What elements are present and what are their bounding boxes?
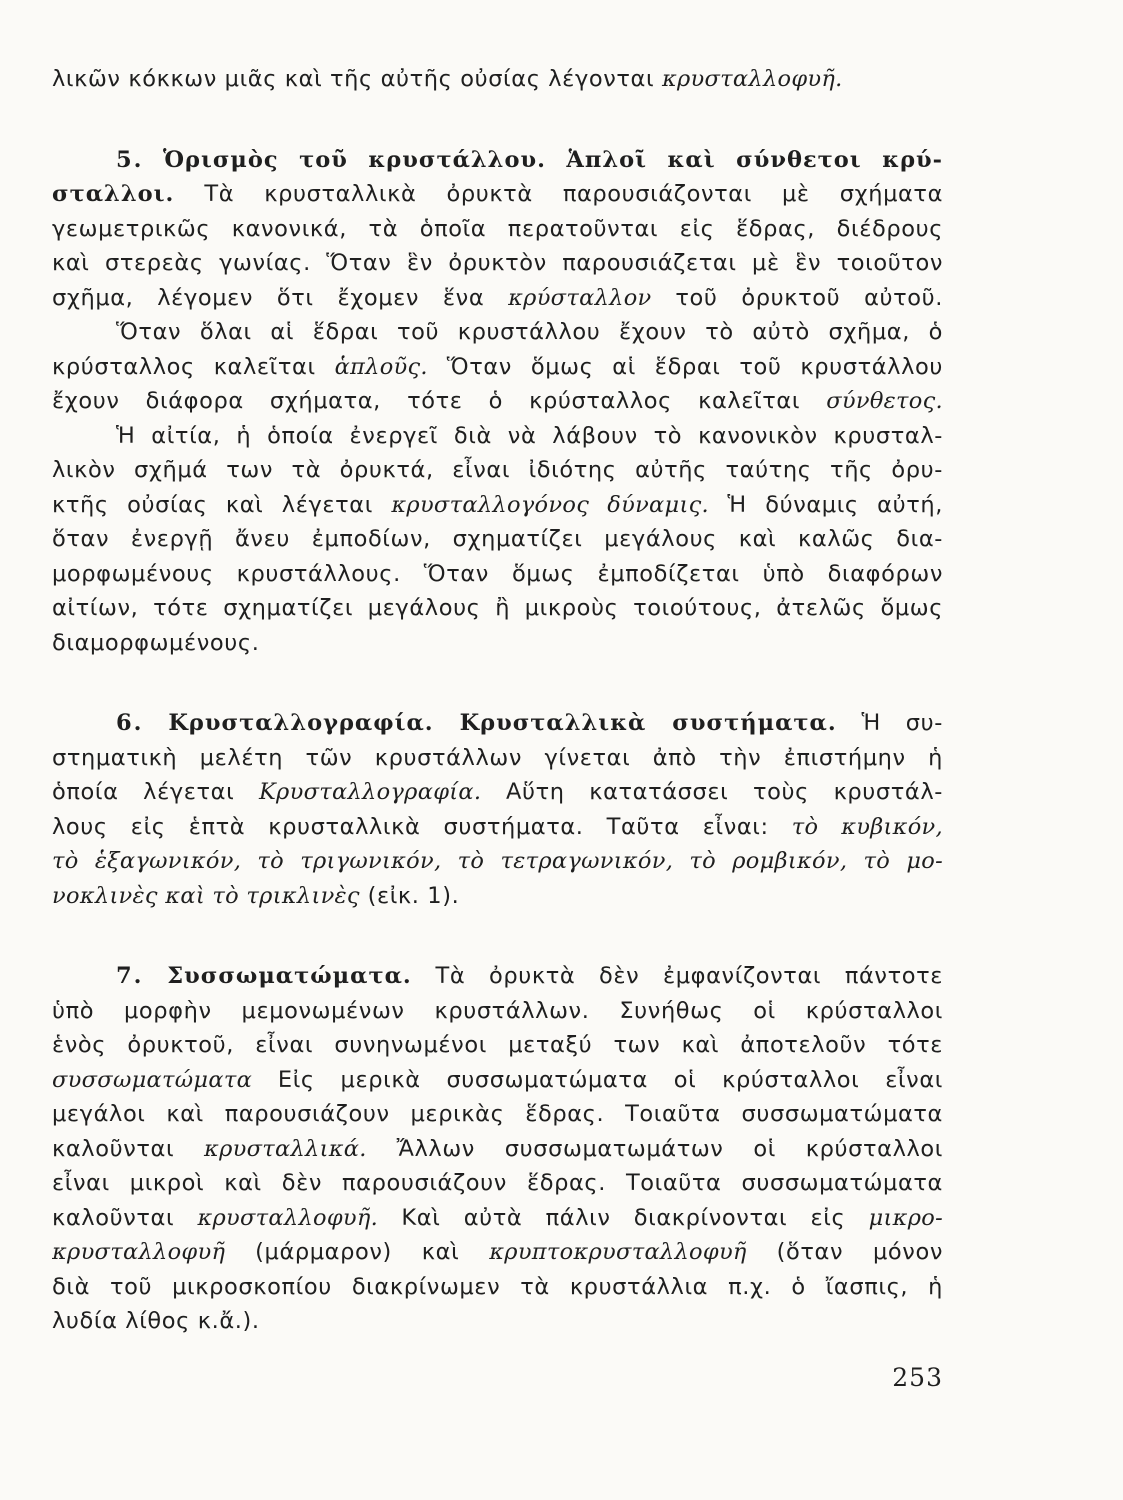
text-run: κτῆς οὐσίας καὶ λέγεται — [52, 491, 392, 518]
text-line — [52, 1132, 943, 1167]
section-heading-line — [52, 706, 943, 741]
text-run: Ἡ συ- — [836, 710, 943, 736]
text-run: καλοῦνται — [52, 1204, 198, 1231]
text-line — [52, 177, 943, 212]
text-line: ὅταν ἐνεργῇ ἄνευ ἐμποδίων, σχηματίζει μεγάλους καὶ καλῶς δια- — [52, 526, 943, 552]
text-line: στηματικὴ μελέτη τῶν κρυστάλλων γίνεται ἀπὸ τὴν ἐπιστήμην ἡ — [52, 744, 943, 771]
section-title: Ὁρισμὸς τοῦ κρυστάλλου. Ἁπλοῖ καὶ σύνθετοι κρύ- — [162, 146, 943, 173]
section-number: 6. — [116, 710, 144, 736]
section-heading-line — [52, 143, 943, 178]
section-5 — [52, 143, 943, 661]
text-run: Εἰς μερικὰ συσσωματώματα οἱ κρύσταλλοι εἶναι — [252, 1066, 943, 1093]
italic-term: συσσωματώματα — [52, 1066, 253, 1093]
section-number: 7. — [116, 963, 144, 989]
text-run: Αὕτη κατατάσσει τοὺς κρυστάλ- — [481, 779, 943, 805]
text-line — [52, 775, 943, 810]
page-number: 253 — [892, 1363, 943, 1392]
text-line: ὑπὸ μορφὴν μεμονωμένων κρυστάλλων. Συνήθως οἱ κρύσταλλοι — [52, 997, 943, 1024]
text-run: Ὅταν ὅμως αἱ ἕδραι τοῦ κρυστάλλου — [427, 353, 943, 380]
italic-term: κρυσταλλοφυῆ. — [661, 66, 843, 92]
text-line — [52, 350, 943, 385]
text-line: αἰτίων, τότε σχηματίζει μεγάλους ἢ μικροὺς τοιούτους, ἀτελῶς ὅμως — [52, 595, 943, 621]
text-run: σχῆμα, λέγομεν ὅτι ἔχομεν ἕνα — [52, 284, 509, 311]
italic-term: κρυσταλλογόνος δύναμις. — [391, 491, 709, 518]
text-line: εἶναι μικροὶ καὶ δὲν παρουσιάζουν ἕδρας. Τοιαῦτα συσσωματώματα — [52, 1170, 943, 1196]
section-7 — [52, 959, 943, 1339]
text-line: Ὅταν ὅλαι αἱ ἕδραι τοῦ κρυστάλλου ἔχουν τὸ αὐτὸ σχῆμα, ὁ — [116, 319, 943, 345]
text-line — [52, 62, 943, 97]
text-line: διὰ τοῦ μικροσκοπίου διακρίνωμεν τὰ κρυστάλλια π.χ. ὁ ἴασπις, ἡ — [52, 1273, 943, 1300]
text-line: Ἡ αἰτία, ἡ ὁποία ἐνεργεῖ διὰ νὰ λάβουν τὸ κανονικὸν κρυσταλ- — [116, 422, 943, 449]
italic-term: τὸ ἑξαγωνικόν, τὸ τριγωνικόν, τὸ τετραγωνικόν, τὸ ρομβικόν, τὸ μο- — [52, 848, 943, 874]
text-line — [52, 1063, 943, 1098]
text-line: λικὸν σχῆμά των τὰ ὀρυκτά, εἶναι ἰδιότης αὐτῆς ταύτης τῆς ὀρυ- — [52, 457, 943, 483]
section-title: Κρυσταλλογραφία. Κρυσταλλικὰ συστήματα. — [168, 710, 837, 736]
text-run: (μάρμαρον) καὶ — [225, 1239, 490, 1265]
italic-term: μικρο- — [868, 1204, 943, 1231]
section-heading-line — [52, 959, 943, 994]
text-run: (ὅταν μόνον — [746, 1239, 943, 1265]
text-run: κρύσταλλος καλεῖται — [52, 353, 335, 380]
text-run: Καὶ αὐτὰ πάλιν διακρίνονται εἰς — [378, 1204, 869, 1231]
text-run: τοῦ ὀρυκτοῦ αὐτοῦ. — [651, 284, 943, 311]
text-run: (εἰκ. 1). — [359, 882, 460, 909]
text-line — [52, 879, 943, 914]
italic-term: κρυπτοκρυσταλλοφυῆ — [489, 1239, 747, 1265]
text-line — [52, 384, 943, 419]
text-run: Ἄλλων συσσωματωμάτων οἱ κρύσταλλοι — [366, 1135, 943, 1162]
italic-term: κρυσταλλικά. — [204, 1135, 367, 1162]
text-run: καλοῦνται — [52, 1135, 205, 1162]
text-line — [52, 281, 943, 316]
italic-term: νοκλινὲς καὶ τὸ τρικλινὲς — [52, 882, 360, 909]
text-line — [52, 1235, 943, 1270]
italic-term: σύνθετος. — [826, 388, 943, 414]
text-run: Τὰ κρυσταλλικὰ ὀρυκτὰ παρουσιάζονται μὲ σχήματα — [174, 181, 943, 207]
section-title-cont: σταλλοι. — [52, 181, 175, 207]
section-number: 5. — [116, 146, 144, 173]
text-run: ἔχουν διάφορα σχήματα, τότε ὁ κρύσταλλος καλεῖται — [52, 388, 827, 414]
text-line: μορφωμένους κρυστάλλους. Ὅταν ὅμως ἐμποδίζεται ὑπὸ διαφόρων — [52, 560, 943, 587]
italic-term: κρυσταλλοφυῆ. — [197, 1204, 379, 1231]
italic-term: Κρυσταλλογραφία. — [258, 779, 482, 805]
section-6 — [52, 706, 943, 913]
text-line — [52, 1201, 943, 1236]
italic-term: τὸ κυβικόν, — [791, 813, 943, 840]
text-run: λικῶν κόκκων μιᾶς καὶ τῆς αὐτῆς οὐσίας λέγονται — [52, 66, 662, 92]
text-line: λυδία λίθος κ.ἄ.). — [52, 1308, 260, 1334]
italic-term: κρύσταλλον — [508, 284, 652, 311]
text-line: μεγάλοι καὶ παρουσιάζουν μερικὰς ἕδρας. Τοιαῦτα συσσωματώματα — [52, 1101, 943, 1127]
text-run: Τὰ ὀρυκτὰ δὲν ἐμφανίζονται πάντοτε — [411, 963, 943, 989]
text-line: ἑνὸς ὀρυκτοῦ, εἶναι συνηνωμένοι μεταξύ των καὶ ἀποτελοῦν τότε — [52, 1032, 943, 1058]
section-title: Συσσωματώματα. — [167, 963, 412, 989]
text-line — [52, 844, 943, 879]
text-line — [52, 488, 943, 523]
italic-term: ἁπλοῦς. — [334, 353, 428, 380]
text-run: ὁποία λέγεται — [52, 779, 259, 805]
text-line: γεωμετρικῶς κανονικά, τὰ ὁποῖα περατοῦνται εἰς ἕδρας, διέδρους — [52, 215, 943, 242]
text-line: καὶ στερεὰς γωνίας. Ὅταν ἓν ὀρυκτὸν παρουσιάζεται μὲ ἓν τοιοῦτον — [52, 250, 943, 276]
text-line — [52, 810, 943, 845]
italic-term: κρυσταλλοφυῆ — [52, 1239, 226, 1265]
text-line: διαμορφωμένους. — [52, 629, 260, 656]
text-run: Ἡ δύναμις αὐτή, — [708, 491, 943, 518]
text-run: λους εἰς ἑπτὰ κρυσταλλικὰ συστήματα. Ταῦτα εἶναι: — [52, 813, 792, 840]
